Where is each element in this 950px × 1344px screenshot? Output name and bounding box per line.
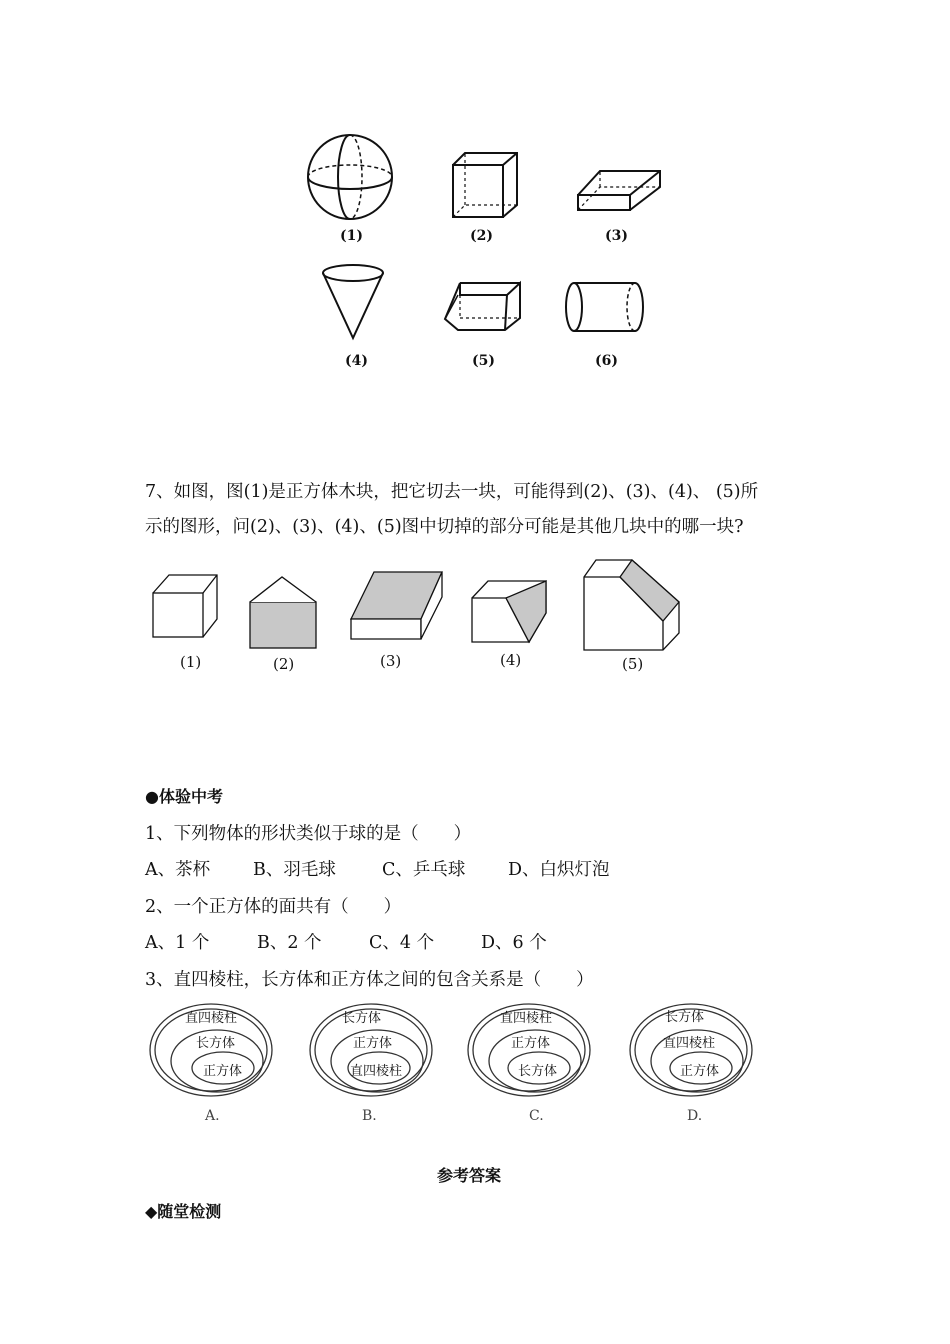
solid-label-6: (6)	[595, 353, 618, 369]
venn-d-option-label: D.	[687, 1108, 703, 1124]
answers-subheading: ◆随堂检测	[145, 1202, 222, 1221]
venn-d-rings	[625, 1000, 785, 1105]
exam-q1: 1、下列物体的形状类似于球的是（ ）	[145, 824, 472, 844]
venn-a-option-label: A.	[205, 1108, 220, 1124]
cylinder-shape	[566, 283, 643, 331]
solid-label-4: (4)	[345, 353, 368, 369]
venn-c-outer-label: 直四棱柱	[500, 1011, 553, 1026]
solids-figure	[290, 125, 690, 375]
solid-label-2: (2)	[470, 228, 493, 244]
cube-label-2: (2)	[273, 655, 295, 673]
cone-shape	[323, 265, 383, 338]
prism-shape	[445, 283, 520, 330]
venn-a	[145, 1000, 305, 1135]
answers-title: 参考答案	[437, 1166, 502, 1185]
exam-q1-option-d: D、白炽灯泡	[508, 860, 610, 880]
solids-drawing	[290, 125, 690, 375]
venn-c-option-label: C.	[529, 1108, 544, 1124]
cube-5-shape	[584, 560, 679, 650]
cube-shape	[453, 153, 517, 217]
venn-b-option-label: B.	[362, 1108, 377, 1124]
question7-line1: 7、如图，图(1)是正方体木块，把它切去一块，可能得到(2)、(3)、(4)、 (5)所	[145, 482, 759, 502]
venn-c-inner-label: 长方体	[518, 1064, 558, 1079]
exam-q2-option-b: B、2 个	[257, 933, 322, 953]
exam-q1-option-c: C、乒乓球	[382, 860, 466, 880]
venn-b-outer-label: 长方体	[342, 1011, 382, 1026]
venn-b-inner-label: 直四棱柱	[350, 1064, 403, 1079]
solid-label-3: (3)	[605, 228, 628, 244]
exam-q2-option-c: C、4 个	[369, 933, 435, 953]
cube-label-1: (1)	[180, 653, 202, 671]
venn-a-middle-label: 长方体	[196, 1036, 236, 1051]
solid-label-1: (1)	[340, 228, 363, 244]
cube-4-shape	[472, 581, 546, 642]
venn-figure	[145, 1000, 765, 1135]
exam-q1-option-b: B、羽毛球	[253, 860, 336, 880]
sphere-shape	[308, 135, 392, 219]
cube-1-shape	[153, 575, 217, 637]
cube-cut-figure	[140, 555, 700, 680]
venn-b	[305, 1000, 465, 1135]
venn-a-outer-label: 直四棱柱	[185, 1011, 238, 1026]
exam-q1-option-a: A、茶杯	[145, 860, 211, 880]
venn-d-inner-label: 正方体	[680, 1064, 720, 1079]
cube-3-shape	[351, 572, 442, 639]
exam-q2: 2、一个正方体的面共有（ ）	[145, 897, 402, 917]
venn-c	[463, 1000, 623, 1135]
exam-q3: 3、直四棱柱，长方体和正方体之间的包含关系是（ ）	[145, 970, 594, 990]
cube-2-shape	[250, 577, 316, 648]
venn-b-rings	[305, 1000, 465, 1105]
venn-d-outer-label: 长方体	[665, 1010, 705, 1025]
cuboid-shape	[578, 171, 660, 210]
exam-section-heading: ●体验中考	[145, 787, 223, 806]
exam-q2-option-a: A、1 个	[145, 933, 210, 953]
cube-cut-drawing	[140, 555, 700, 655]
question7-line2: 示的图形，问(2)、(3)、(4)、(5)图中切掉的部分可能是其他几块中的哪一块?	[145, 517, 744, 537]
exam-q2-option-d: D、6 个	[481, 933, 547, 953]
cube-label-3: (3)	[380, 652, 402, 670]
venn-c-middle-label: 正方体	[511, 1036, 551, 1051]
venn-d	[625, 1000, 785, 1135]
venn-d-middle-label: 直四棱柱	[663, 1036, 716, 1051]
cube-label-5: (5)	[622, 655, 644, 673]
cube-label-4: (4)	[500, 651, 522, 669]
solid-label-5: (5)	[472, 353, 495, 369]
venn-b-middle-label: 正方体	[353, 1036, 393, 1051]
venn-a-inner-label: 正方体	[203, 1064, 243, 1079]
